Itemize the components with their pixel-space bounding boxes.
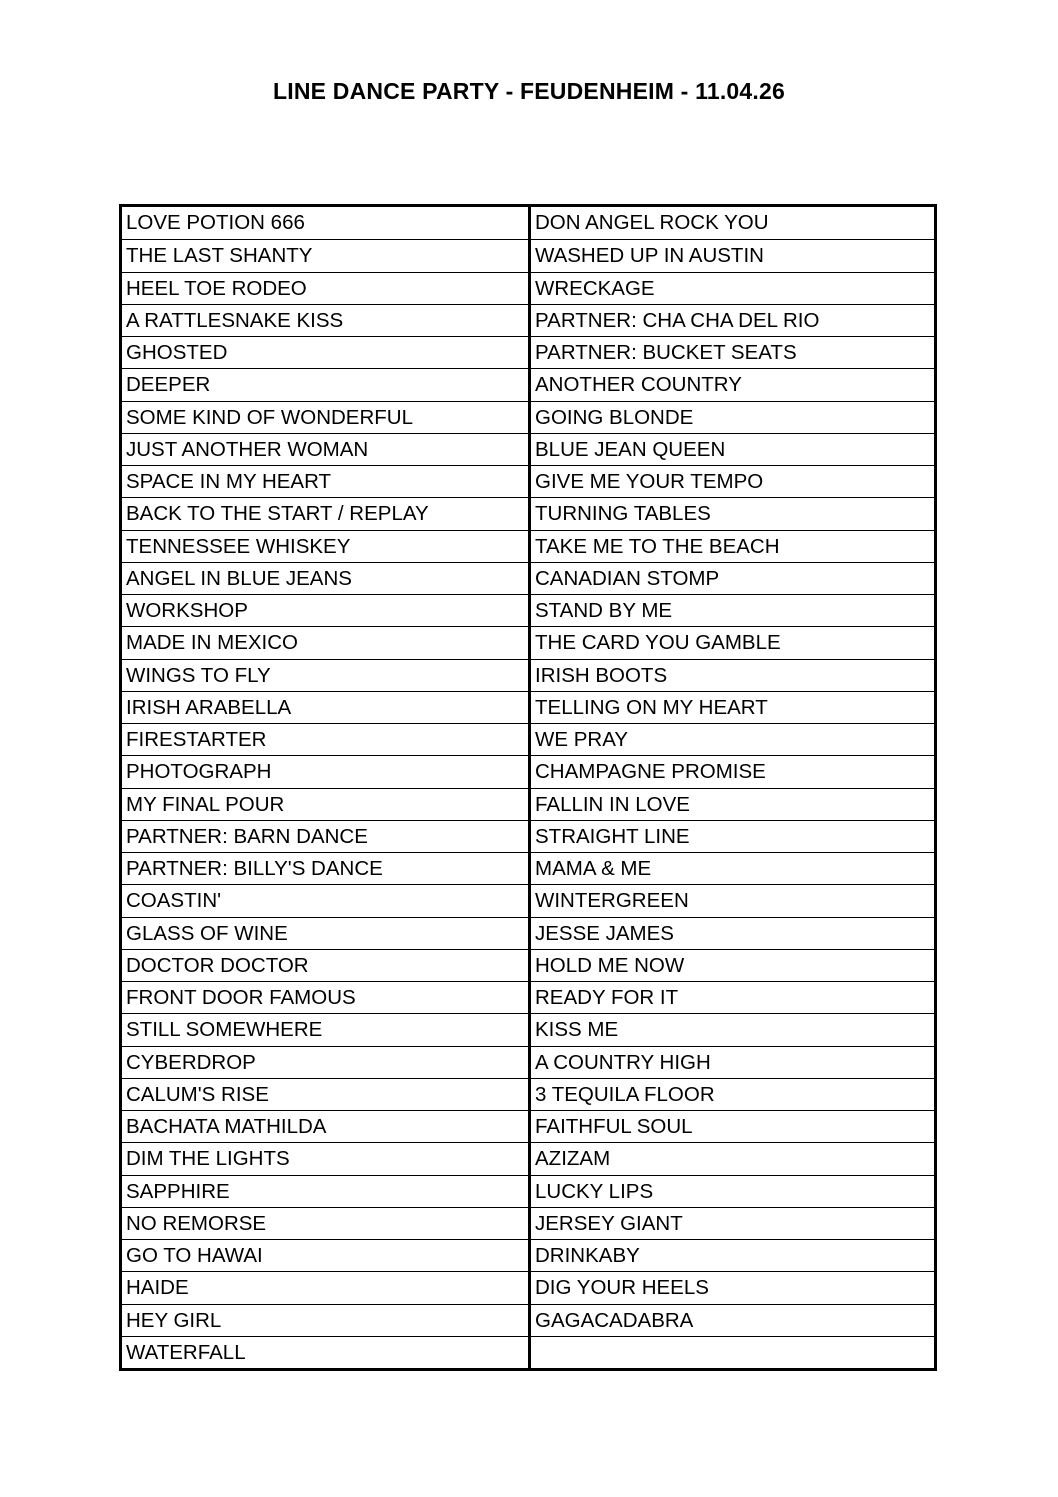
dance-cell-right: GIVE ME YOUR TEMPO <box>535 470 764 493</box>
dance-cell-right: TELLING ON MY HEART <box>535 695 768 719</box>
dance-cell-left: PARTNER: BILLY'S DANCE <box>122 853 531 884</box>
table-row <box>122 497 934 529</box>
dance-cell-left: HEEL TOE RODEO <box>122 273 531 304</box>
dance-cell-right: WASHED UP IN AUSTIN <box>535 244 764 268</box>
dance-cell-right: WE PRAY <box>535 728 629 751</box>
dance-list-table <box>119 204 937 1371</box>
dance-cell-left: PARTNER: BARN DANCE <box>122 821 531 852</box>
table-row <box>122 336 934 368</box>
dance-cell-left: ANGEL IN BLUE JEANS <box>122 563 531 594</box>
dance-cell-right: IRISH BOOTS <box>535 663 668 687</box>
table-row <box>122 1142 934 1174</box>
dance-cell-left: GLASS OF WINE <box>122 918 531 949</box>
dance-cell-left: MY FINAL POUR <box>122 789 531 820</box>
dance-cell-right: READY FOR IT <box>535 986 679 1009</box>
dance-cell-left: WORKSHOP <box>122 595 531 626</box>
dance-cell-left: A RATTLESNAKE KISS <box>122 305 531 336</box>
table-row <box>122 884 934 916</box>
dance-cell-right <box>531 1337 934 1368</box>
dance-cell-right: GAGACADABRA <box>535 1308 694 1332</box>
dance-cell-left: PHOTOGRAPH <box>122 756 531 787</box>
table-row <box>122 1046 934 1078</box>
dance-cell-left: COASTIN' <box>122 885 531 916</box>
dance-cell-right: HOLD ME NOW <box>535 953 685 977</box>
table-row <box>122 820 934 852</box>
dance-cell-right: 3 TEQUILA FLOOR <box>535 1082 715 1106</box>
dance-cell-left: WINGS TO FLY <box>122 660 531 691</box>
table-row <box>122 1175 934 1207</box>
dance-cell-left: WATERFALL <box>122 1337 531 1368</box>
dance-cell-left: IRISH ARABELLA <box>122 692 531 723</box>
dance-cell-left: GO TO HAWAI <box>122 1240 531 1271</box>
dance-cell-right: GOING BLONDE <box>535 405 694 429</box>
table-row <box>122 465 934 497</box>
table-row <box>122 852 934 884</box>
table-row <box>122 659 934 691</box>
table-row <box>122 594 934 626</box>
dance-cell-left: SAPPHIRE <box>122 1176 531 1207</box>
dance-cell-left: FIRESTARTER <box>122 724 531 755</box>
table-row <box>122 530 934 562</box>
dance-cell-left: GHOSTED <box>122 337 531 368</box>
table-row <box>122 433 934 465</box>
dance-cell-left: CALUM'S RISE <box>122 1079 531 1110</box>
table-row <box>122 1271 934 1303</box>
table-row <box>122 1336 934 1368</box>
dance-cell-right: A COUNTRY HIGH <box>535 1050 711 1074</box>
table-row <box>122 1013 934 1045</box>
table-row <box>122 788 934 820</box>
dance-cell-left: STILL SOMEWHERE <box>122 1014 531 1045</box>
dance-cell-right: THE CARD YOU GAMBLE <box>535 631 781 655</box>
dance-cell-right: LUCKY LIPS <box>535 1179 654 1203</box>
dance-cell-right: JERSEY GIANT <box>535 1211 683 1235</box>
table-row <box>122 755 934 787</box>
dance-cell-right: DRINKABY <box>535 1244 640 1267</box>
table-row <box>122 691 934 723</box>
table-row <box>122 401 934 433</box>
table-row <box>122 207 934 239</box>
table-row <box>122 981 934 1013</box>
dance-cell-left: HAIDE <box>122 1272 531 1303</box>
dance-cell-left: HEY GIRL <box>122 1305 531 1336</box>
dance-cell-left: JUST ANOTHER WOMAN <box>122 434 531 465</box>
dance-cell-right: STAND BY ME <box>535 599 673 622</box>
dance-cell-right: FALLIN IN LOVE <box>535 792 690 816</box>
dance-cell-right: DON ANGEL ROCK YOU <box>535 211 769 234</box>
table-row <box>122 626 934 658</box>
table-row <box>122 917 934 949</box>
table-row <box>122 272 934 304</box>
dance-cell-right: MAMA & ME <box>535 857 652 880</box>
dance-cell-right: DIG YOUR HEELS <box>535 1276 709 1300</box>
dance-cell-left: THE LAST SHANTY <box>122 240 531 271</box>
dance-cell-right: KISS ME <box>535 1018 619 1042</box>
table-row <box>122 1304 934 1336</box>
dance-cell-left: DIM THE LIGHTS <box>122 1143 531 1174</box>
table-row <box>122 1078 934 1110</box>
dance-cell-left: CYBERDROP <box>122 1047 531 1078</box>
dance-cell-left: BACHATA MATHILDA <box>122 1111 531 1142</box>
table-row <box>122 304 934 336</box>
dance-cell-left: DEEPER <box>122 369 531 400</box>
dance-cell-left: LOVE POTION 666 <box>122 207 531 239</box>
dance-cell-right: TAKE ME TO THE BEACH <box>535 534 780 558</box>
dance-cell-right: CANADIAN STOMP <box>535 566 720 590</box>
dance-cell-right: JESSE JAMES <box>535 921 674 945</box>
table-row <box>122 1207 934 1239</box>
table-row <box>122 1239 934 1271</box>
dance-cell-left: SPACE IN MY HEART <box>122 466 531 497</box>
dance-cell-right: WRECKAGE <box>535 276 655 300</box>
table-row <box>122 949 934 981</box>
dance-cell-right: CHAMPAGNE PROMISE <box>535 760 766 784</box>
dance-cell-right: PARTNER: CHA CHA DEL RIO <box>535 308 820 332</box>
dance-cell-right: ANOTHER COUNTRY <box>535 373 742 397</box>
table-row <box>122 562 934 594</box>
dance-cell-right: BLUE JEAN QUEEN <box>535 437 726 461</box>
dance-cell-right: TURNING TABLES <box>535 502 711 526</box>
dance-cell-right: FAITHFUL SOUL <box>535 1115 693 1138</box>
dance-cell-right: AZIZAM <box>535 1147 611 1171</box>
dance-cell-right: STRAIGHT LINE <box>535 824 690 848</box>
table-row <box>122 1110 934 1142</box>
dance-cell-left: MADE IN MEXICO <box>122 627 531 658</box>
table-row <box>122 368 934 400</box>
dance-cell-left: NO REMORSE <box>122 1208 531 1239</box>
dance-cell-left: FRONT DOOR FAMOUS <box>122 982 531 1013</box>
dance-cell-left: SOME KIND OF WONDERFUL <box>122 402 531 433</box>
dance-cell-right: PARTNER: BUCKET SEATS <box>535 341 797 364</box>
table-row <box>122 239 934 271</box>
dance-cell-left: BACK TO THE START / REPLAY <box>122 498 531 529</box>
dance-cell-left: DOCTOR DOCTOR <box>122 950 531 981</box>
dance-cell-right: WINTERGREEN <box>535 889 689 913</box>
dance-cell-left: TENNESSEE WHISKEY <box>122 531 531 562</box>
table-row <box>122 723 934 755</box>
page-title: LINE DANCE PARTY - FEUDENHEIM - 11.04.26 <box>273 78 785 104</box>
